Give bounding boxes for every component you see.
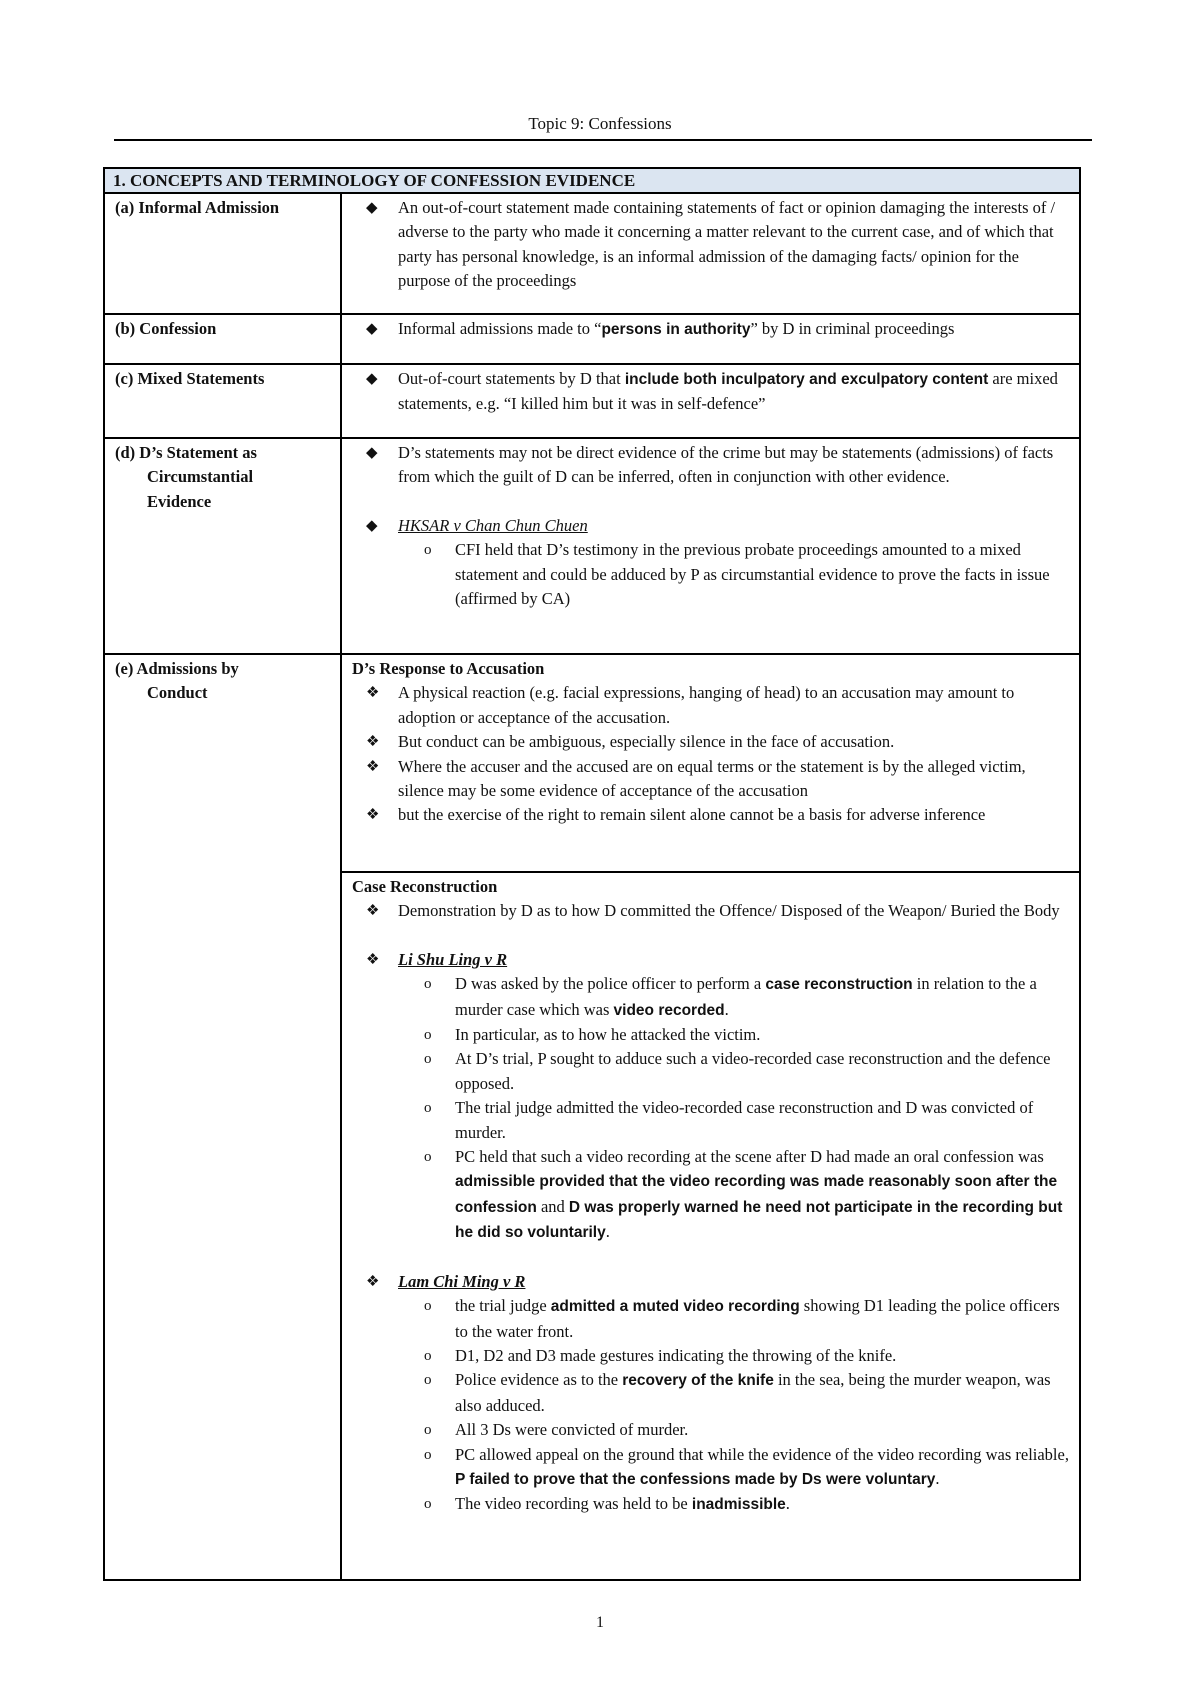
- row-content: [341, 193, 1080, 314]
- circle-bullet-icon: o: [424, 542, 432, 559]
- sub-item: [352, 1418, 1069, 1442]
- item-text: Where the accuser and the accused are on equal terms or the statement is by the alleged victim, silence may be some evidence of acceptance of the accusation: [398, 756, 1026, 801]
- item-text: An out-of-court statement made containing statements of fact or opinion damaging the interests of / adverse to the party who made it concerning a matter relevant to the current case, and of which that party has personal knowledge, is an informal admission of the damaging facts/ opinion for the purpose of the proceedings: [398, 198, 1056, 291]
- row-content: [341, 364, 1080, 438]
- item-text: Police evidence as to the: [455, 1370, 623, 1390]
- label-line: (e) Admissions by: [115, 659, 239, 678]
- sub-item: [352, 1368, 1069, 1418]
- section-heading: D’s Response to Accusation: [352, 659, 545, 678]
- item-text: D1, D2 and D3 made gestures indicating the throwing of the knife.: [455, 1345, 897, 1365]
- row-mixed-statements: [104, 364, 1080, 438]
- item-text: D was asked by the police officer to perform a: [455, 974, 766, 994]
- label-line: Circumstantial: [147, 467, 254, 487]
- item-text: In particular, as to how he attacked the victim.: [455, 1025, 761, 1045]
- item-text: D’s statements may not be direct evidence of the crime but may be statements (admissions) of facts from which the guilt of D can be inferred, often in conjunction with other evidence.: [398, 443, 1054, 487]
- bold-text: admitted a muted video recording: [550, 1298, 800, 1316]
- circle-bullet-icon: o: [424, 1100, 432, 1117]
- list-item: [352, 948, 1069, 972]
- item-text: are mixed statements, e.g. “I killed him but it was in self-defence”: [398, 369, 1058, 414]
- list-item: [352, 803, 1069, 827]
- circle-bullet-icon: o: [424, 1149, 432, 1166]
- table-heading: 1. CONCEPTS AND TERMINOLOGY OF CONFESSION EVIDENCE: [104, 168, 1080, 193]
- circle-bullet-icon: o: [424, 1298, 432, 1315]
- four-diamond-bullet-icon: ❖: [366, 903, 380, 920]
- item-text: PC held that such a video recording at the scene after D had made an oral confession was: [455, 1147, 1044, 1167]
- sub-item: [352, 1145, 1069, 1246]
- row-circumstantial-evidence: [104, 438, 1080, 654]
- row-content: [341, 654, 1080, 872]
- list-item: [352, 317, 1069, 342]
- bold-text: persons in authority: [601, 321, 751, 338]
- item-text: The video recording was held to be: [455, 1494, 692, 1514]
- circle-bullet-icon: o: [424, 1372, 432, 1389]
- bold-text: video recorded: [613, 1001, 725, 1019]
- item-text: ” by D in criminal proceedings: [750, 319, 955, 338]
- label-line: Conduct: [147, 683, 208, 703]
- item-text: .: [724, 999, 729, 1019]
- bold-text: inadmissible: [691, 1496, 786, 1514]
- sub-item: [352, 1096, 1069, 1145]
- sub-item: [352, 972, 1069, 1023]
- circle-bullet-icon: o: [424, 1027, 432, 1044]
- item-text: But conduct can be ambiguous, especially silence in the face of accusation.: [398, 732, 895, 752]
- row-content: [341, 438, 1080, 654]
- sub-item: [352, 1023, 1069, 1047]
- case-name: HKSAR v Chan Chun Chuen: [398, 515, 588, 535]
- bold-text: admissible provided that the video recording was made reasonably soon after the confession: [455, 1173, 1058, 1216]
- row-label: [104, 438, 341, 654]
- label-line: (d) D’s Statement as: [115, 443, 257, 462]
- table-heading-row: [104, 168, 1080, 193]
- section-heading: Case Reconstruction: [352, 877, 498, 896]
- list-item: [352, 730, 1069, 754]
- page-number: 1: [596, 1614, 604, 1631]
- row-label: (c) Mixed Statements: [104, 364, 341, 438]
- four-diamond-bullet-icon: ❖: [366, 951, 380, 968]
- circle-bullet-icon: o: [424, 1347, 432, 1364]
- row-informal-admission: [104, 193, 1080, 314]
- circle-bullet-icon: o: [424, 1496, 432, 1513]
- diamond-bullet-icon: ◆: [366, 321, 378, 337]
- item-text: Informal admissions made to “: [398, 319, 602, 338]
- four-diamond-bullet-icon: ❖: [366, 758, 380, 775]
- item-text: and: [536, 1196, 569, 1216]
- list-item: [352, 514, 1069, 538]
- item-text: All 3 Ds were convicted of murder.: [455, 1420, 689, 1440]
- row-label: (b) Confession: [104, 314, 341, 364]
- bold-text: P failed to prove that the confessions made by Ds were voluntary: [455, 1470, 936, 1488]
- list-item: [352, 367, 1069, 417]
- case-name: Li Shu Ling v R: [398, 949, 508, 969]
- item-text: .: [785, 1494, 790, 1514]
- circle-bullet-icon: o: [424, 1446, 432, 1463]
- four-diamond-bullet-icon: ❖: [366, 685, 380, 702]
- row-label: [104, 654, 341, 1580]
- list-item: [352, 196, 1069, 294]
- sub-item: [352, 1492, 1069, 1517]
- sub-item: [352, 538, 1069, 611]
- diamond-bullet-icon: ◆: [366, 200, 378, 216]
- row-confession: [104, 314, 1080, 364]
- diamond-bullet-icon: ◆: [366, 445, 378, 461]
- list-item: [352, 441, 1069, 490]
- case-name: Lam Chi Ming v R: [398, 1271, 526, 1291]
- item-text: A physical reaction (e.g. facial expressions, hanging of head) to an accusation may amount to adoption or acceptance of the accusation.: [398, 683, 1015, 727]
- four-diamond-bullet-icon: ❖: [366, 807, 380, 824]
- page-title: Topic 9: Confessions: [528, 114, 672, 133]
- circle-bullet-icon: o: [424, 1422, 432, 1439]
- sub-item: [352, 1344, 1069, 1368]
- row-admissions-by-conduct: [104, 654, 1080, 872]
- item-text: showing D1 leading the police officers to the water front.: [455, 1296, 1060, 1341]
- four-diamond-bullet-icon: ❖: [366, 1273, 380, 1290]
- sub-item: [352, 1294, 1069, 1344]
- label-line: Evidence: [147, 491, 212, 511]
- sub-item: [352, 1047, 1069, 1096]
- bold-text: recovery of the knife: [622, 1372, 774, 1390]
- item-text: in the sea, being the murder weapon, was also adduced.: [455, 1370, 1051, 1415]
- sub-item: [352, 1443, 1069, 1493]
- diamond-bullet-icon: ◆: [366, 517, 378, 534]
- item-text: in relation to the a murder case which was: [455, 974, 1037, 1019]
- four-diamond-bullet-icon: ❖: [366, 734, 380, 751]
- item-text: .: [935, 1468, 940, 1488]
- list-item: [352, 755, 1069, 804]
- item-text: The trial judge admitted the video-recorded case reconstruction and D was convicted of murder.: [455, 1098, 1034, 1142]
- item-text: PC allowed appeal on the ground that while the evidence of the video recording was reliable,: [455, 1444, 1069, 1464]
- row-content: [341, 314, 1080, 364]
- list-item: [352, 1270, 1069, 1294]
- bold-text: include both inculpatory and exculpatory content: [624, 371, 989, 388]
- item-text: CFI held that D’s testimony in the previous probate proceedings amounted to a mixed statement and could be adduced by P as circumstantial evidence to prove the facts in issue (affirmed by CA): [455, 540, 1050, 609]
- circle-bullet-icon: o: [424, 976, 432, 993]
- list-item: [352, 681, 1069, 730]
- item-text: At D’s trial, P sought to adduce such a video-recorded case reconstruction and the defence opposed.: [455, 1049, 1051, 1093]
- circle-bullet-icon: o: [424, 1051, 432, 1068]
- bold-text: D was properly warned he need not participate in the recording but he did so voluntarily: [455, 1198, 1063, 1242]
- item-text: but the exercise of the right to remain silent alone cannot be a basis for adverse inference: [398, 805, 986, 825]
- item-text: .: [605, 1222, 610, 1242]
- diamond-bullet-icon: ◆: [366, 371, 378, 387]
- row-content: [341, 872, 1080, 1580]
- list-item: [352, 899, 1069, 923]
- row-label: (a) Informal Admission: [104, 193, 341, 314]
- item-text: Demonstration by D as to how D committed the Offence/ Disposed of the Weapon/ Buried the Body: [398, 901, 1060, 921]
- bold-text: case reconstruction: [765, 976, 913, 994]
- item-text: Out-of-court statements by D that: [398, 369, 625, 388]
- title-underline: [114, 139, 1092, 141]
- item-text: the trial judge: [455, 1296, 551, 1316]
- confession-table: [103, 167, 1081, 1581]
